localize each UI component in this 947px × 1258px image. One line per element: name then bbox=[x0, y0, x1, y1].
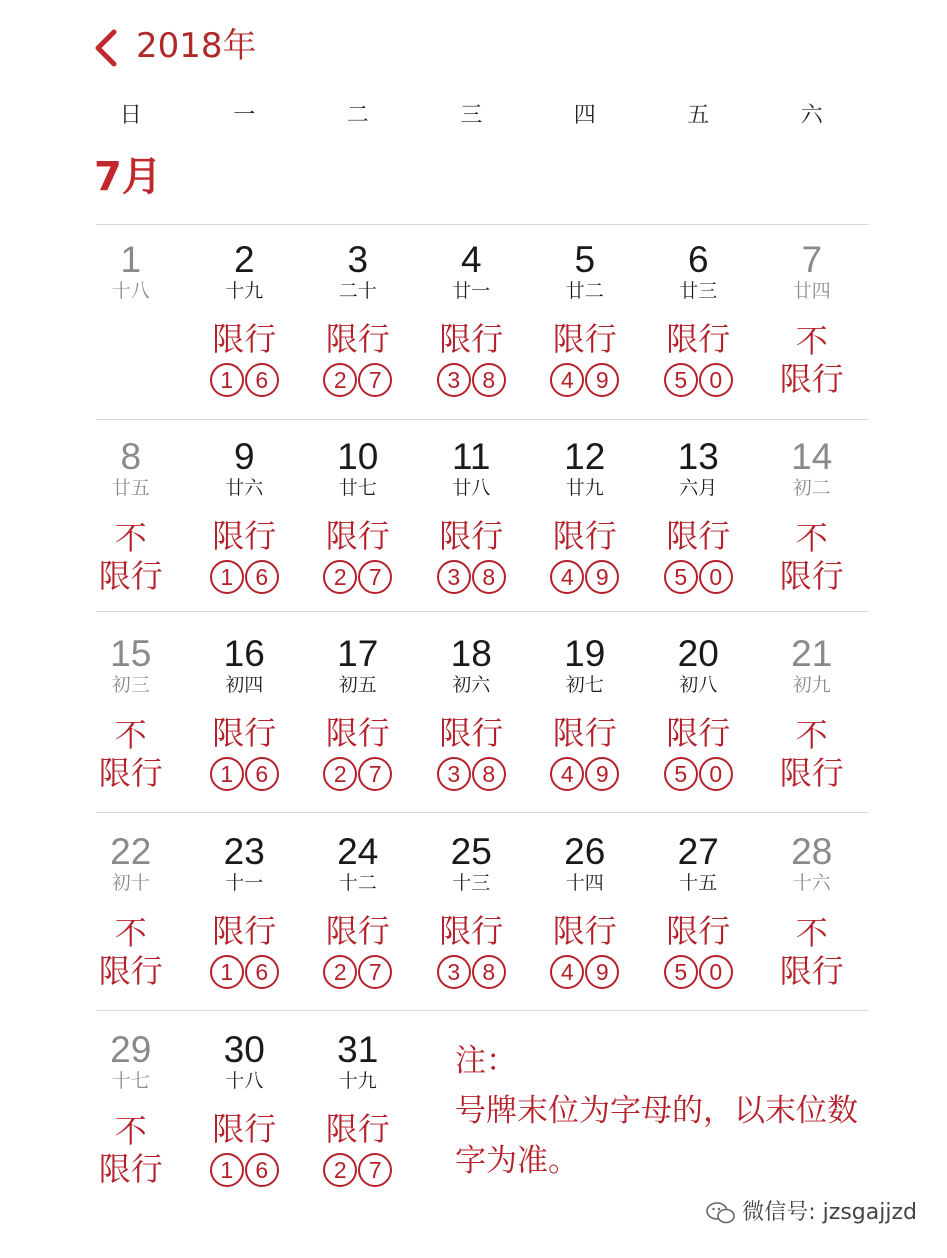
circled-digit: 3 bbox=[437, 560, 471, 594]
restriction-label: 限行 bbox=[439, 517, 504, 555]
circled-digit: 8 bbox=[472, 955, 506, 989]
lunar-date: 十二 bbox=[338, 872, 377, 894]
circled-digit: 9 bbox=[585, 363, 619, 397]
row-divider bbox=[96, 419, 869, 420]
day-cell[interactable] bbox=[301, 818, 415, 1014]
no-restriction-line2: 限行 bbox=[98, 952, 163, 990]
restriction-label: 限行 bbox=[325, 320, 390, 358]
month-title: 7月 bbox=[94, 154, 162, 200]
day-number: 15 bbox=[110, 633, 152, 674]
day-number: 28 bbox=[791, 831, 833, 872]
lunar-date: 十八 bbox=[225, 1070, 264, 1092]
restricted-digits bbox=[415, 363, 529, 399]
no-restriction-line1: 不 bbox=[795, 322, 828, 360]
restriction-label: 限行 bbox=[552, 320, 617, 358]
no-restriction-label bbox=[755, 914, 869, 990]
day-cell[interactable] bbox=[642, 226, 756, 422]
restriction-label: 限行 bbox=[325, 517, 390, 555]
circled-digit: 1 bbox=[210, 955, 244, 989]
day-number: 8 bbox=[120, 436, 142, 477]
day-number: 29 bbox=[110, 1029, 152, 1070]
circled-digit: 6 bbox=[245, 757, 279, 791]
day-cell[interactable] bbox=[74, 226, 188, 422]
day-number: 3 bbox=[347, 239, 369, 280]
circled-digit: 8 bbox=[472, 560, 506, 594]
day-cell[interactable] bbox=[642, 818, 756, 1014]
lunar-date: 十三 bbox=[452, 872, 491, 894]
restricted-digits bbox=[301, 363, 415, 399]
lunar-date: 十五 bbox=[679, 872, 718, 894]
circled-digit: 3 bbox=[437, 955, 471, 989]
restriction-label: 限行 bbox=[439, 320, 504, 358]
day-number: 17 bbox=[337, 633, 379, 674]
lunar-date: 十七 bbox=[111, 1070, 150, 1092]
weekday-label: 五 bbox=[687, 103, 710, 128]
circled-digit: 7 bbox=[358, 363, 392, 397]
no-restriction-label bbox=[74, 716, 188, 792]
circled-digit: 5 bbox=[664, 363, 698, 397]
lunar-date: 十四 bbox=[565, 872, 604, 894]
day-cell[interactable] bbox=[188, 818, 302, 1014]
restriction-label: 限行 bbox=[212, 320, 277, 358]
restricted-digits bbox=[528, 757, 642, 793]
restricted-digits bbox=[528, 560, 642, 596]
circled-digit: 2 bbox=[323, 757, 357, 791]
day-number: 22 bbox=[110, 831, 152, 872]
day-cell[interactable] bbox=[301, 423, 415, 619]
restriction-label: 限行 bbox=[666, 714, 731, 752]
day-number: 23 bbox=[223, 831, 265, 872]
restricted-digits bbox=[301, 560, 415, 596]
circled-digit: 1 bbox=[210, 363, 244, 397]
day-number: 30 bbox=[223, 1029, 265, 1070]
note-text: 号牌末位为字母的，以末位数字为准。 bbox=[455, 1093, 858, 1179]
day-cell[interactable] bbox=[755, 620, 869, 816]
lunar-date: 廿五 bbox=[111, 477, 150, 499]
lunar-date: 廿四 bbox=[792, 280, 831, 302]
day-number: 2 bbox=[233, 239, 255, 280]
circled-digit: 4 bbox=[550, 955, 584, 989]
restricted-digits bbox=[188, 363, 302, 399]
day-cell[interactable] bbox=[642, 620, 756, 816]
note-title: 注： bbox=[455, 1043, 517, 1079]
restriction-label: 限行 bbox=[212, 714, 277, 752]
day-number: 18 bbox=[450, 633, 492, 674]
restricted-digits bbox=[188, 560, 302, 596]
restriction-label: 限行 bbox=[325, 714, 390, 752]
restricted-digits bbox=[188, 955, 302, 991]
day-number: 6 bbox=[687, 239, 709, 280]
lunar-date: 初八 bbox=[679, 674, 718, 696]
day-cell[interactable] bbox=[528, 423, 642, 619]
day-cell[interactable] bbox=[528, 620, 642, 816]
day-cell[interactable] bbox=[74, 1016, 188, 1212]
day-cell[interactable] bbox=[528, 226, 642, 422]
lunar-date: 廿一 bbox=[452, 280, 491, 302]
lunar-date: 十一 bbox=[225, 872, 264, 894]
lunar-date: 廿三 bbox=[679, 280, 718, 302]
day-number: 19 bbox=[564, 633, 606, 674]
restricted-digits bbox=[415, 955, 529, 991]
restricted-digits bbox=[528, 955, 642, 991]
circled-digit: 5 bbox=[664, 560, 698, 594]
lunar-date: 十九 bbox=[225, 280, 264, 302]
restricted-digits bbox=[415, 560, 529, 596]
circled-digit: 6 bbox=[245, 560, 279, 594]
no-restriction-line2: 限行 bbox=[779, 952, 844, 990]
no-restriction-line2: 限行 bbox=[98, 754, 163, 792]
restricted-digits bbox=[301, 955, 415, 991]
no-restriction-line2: 限行 bbox=[98, 557, 163, 595]
no-restriction-line1: 不 bbox=[114, 1112, 147, 1150]
no-restriction-line2: 限行 bbox=[779, 754, 844, 792]
day-cell[interactable] bbox=[188, 1016, 302, 1212]
watermark-text: 微信号: jzsgajjzd bbox=[742, 1200, 917, 1225]
restricted-digits bbox=[642, 757, 756, 793]
circled-digit: 8 bbox=[472, 757, 506, 791]
day-cell[interactable] bbox=[301, 226, 415, 422]
no-restriction-line1: 不 bbox=[795, 519, 828, 557]
circled-digit: 6 bbox=[245, 1153, 279, 1187]
day-number: 4 bbox=[460, 239, 482, 280]
day-cell[interactable] bbox=[74, 620, 188, 816]
day-cell[interactable] bbox=[415, 423, 529, 619]
no-restriction-line1: 不 bbox=[114, 519, 147, 557]
lunar-date: 初七 bbox=[565, 674, 604, 696]
lunar-date: 十八 bbox=[111, 280, 150, 302]
restriction-label: 限行 bbox=[212, 912, 277, 950]
lunar-date: 十六 bbox=[792, 872, 831, 894]
circled-digit: 9 bbox=[585, 757, 619, 791]
circled-digit: 0 bbox=[699, 363, 733, 397]
day-cell[interactable] bbox=[415, 226, 529, 422]
day-number: 9 bbox=[233, 436, 255, 477]
lunar-date: 廿九 bbox=[565, 477, 604, 499]
lunar-date: 初四 bbox=[225, 674, 264, 696]
lunar-date: 初十 bbox=[111, 872, 150, 894]
circled-digit: 1 bbox=[210, 1153, 244, 1187]
day-cell[interactable] bbox=[188, 620, 302, 816]
no-restriction-line1: 不 bbox=[114, 914, 147, 952]
no-restriction-label bbox=[755, 519, 869, 595]
lunar-date: 六月 bbox=[679, 477, 718, 499]
day-number: 20 bbox=[677, 633, 719, 674]
circled-digit: 1 bbox=[210, 560, 244, 594]
lunar-date: 初三 bbox=[111, 674, 150, 696]
day-number: 27 bbox=[677, 831, 719, 872]
day-cell[interactable] bbox=[755, 226, 869, 422]
weekday-label: 日 bbox=[119, 103, 142, 128]
circled-digit: 5 bbox=[664, 757, 698, 791]
year-link[interactable]: 2018年 bbox=[136, 26, 257, 66]
day-cell[interactable] bbox=[301, 1016, 415, 1212]
circled-digit: 0 bbox=[699, 560, 733, 594]
lunar-date: 廿八 bbox=[452, 477, 491, 499]
lunar-date: 初九 bbox=[792, 674, 831, 696]
lunar-date: 廿七 bbox=[338, 477, 377, 499]
restriction-label: 限行 bbox=[666, 320, 731, 358]
lunar-date: 廿二 bbox=[565, 280, 604, 302]
back-chevron-icon[interactable] bbox=[86, 26, 130, 70]
circled-digit: 9 bbox=[585, 955, 619, 989]
row-divider bbox=[96, 812, 869, 813]
weekday-label: 四 bbox=[573, 103, 596, 128]
row-divider bbox=[96, 224, 869, 225]
circled-digit: 9 bbox=[585, 560, 619, 594]
restricted-digits bbox=[642, 955, 756, 991]
weekday-header bbox=[74, 98, 869, 134]
day-cell[interactable] bbox=[415, 620, 529, 816]
weekday-label: 六 bbox=[800, 103, 823, 128]
circled-digit: 6 bbox=[245, 363, 279, 397]
day-number: 13 bbox=[677, 436, 719, 477]
day-number: 7 bbox=[801, 239, 823, 280]
restricted-digits bbox=[188, 757, 302, 793]
circled-digit: 2 bbox=[323, 560, 357, 594]
no-restriction-line2: 限行 bbox=[779, 360, 844, 398]
circled-digit: 7 bbox=[358, 955, 392, 989]
lunar-date: 十九 bbox=[338, 1070, 377, 1092]
day-cell[interactable] bbox=[188, 226, 302, 422]
row-divider bbox=[96, 611, 869, 612]
circled-digit: 8 bbox=[472, 363, 506, 397]
lunar-date: 初五 bbox=[338, 674, 377, 696]
wechat-icon bbox=[706, 1201, 736, 1225]
circled-digit: 2 bbox=[323, 363, 357, 397]
day-number: 16 bbox=[223, 633, 265, 674]
day-cell[interactable] bbox=[301, 620, 415, 816]
day-number: 25 bbox=[450, 831, 492, 872]
day-number: 12 bbox=[564, 436, 606, 477]
lunar-date: 初二 bbox=[792, 477, 831, 499]
lunar-date: 廿六 bbox=[225, 477, 264, 499]
no-restriction-label bbox=[74, 519, 188, 595]
no-restriction-line1: 不 bbox=[114, 716, 147, 754]
day-cell[interactable] bbox=[642, 423, 756, 619]
restricted-digits bbox=[642, 363, 756, 399]
restriction-label: 限行 bbox=[212, 517, 277, 555]
day-number: 31 bbox=[337, 1029, 379, 1070]
note bbox=[455, 1036, 875, 1186]
circled-digit: 3 bbox=[437, 757, 471, 791]
watermark bbox=[706, 1198, 917, 1228]
circled-digit: 4 bbox=[550, 757, 584, 791]
no-restriction-label bbox=[74, 914, 188, 990]
day-cell[interactable] bbox=[528, 818, 642, 1014]
day-number: 14 bbox=[791, 436, 833, 477]
lunar-date: 二十 bbox=[338, 280, 377, 302]
row-divider bbox=[96, 1010, 869, 1011]
day-cell[interactable] bbox=[74, 818, 188, 1014]
restriction-label: 限行 bbox=[666, 912, 731, 950]
circled-digit: 5 bbox=[664, 955, 698, 989]
circled-digit: 4 bbox=[550, 560, 584, 594]
no-restriction-line2: 限行 bbox=[779, 557, 844, 595]
circled-digit: 0 bbox=[699, 955, 733, 989]
restriction-label: 限行 bbox=[552, 714, 617, 752]
no-restriction-label bbox=[755, 322, 869, 398]
lunar-date: 初六 bbox=[452, 674, 491, 696]
restriction-label: 限行 bbox=[212, 1110, 277, 1148]
restricted-digits bbox=[301, 1153, 415, 1189]
no-restriction-label bbox=[755, 716, 869, 792]
no-restriction-line1: 不 bbox=[795, 716, 828, 754]
day-cell[interactable] bbox=[415, 818, 529, 1014]
restriction-label: 限行 bbox=[325, 912, 390, 950]
circled-digit: 6 bbox=[245, 955, 279, 989]
no-restriction-line1: 不 bbox=[795, 914, 828, 952]
day-number: 24 bbox=[337, 831, 379, 872]
restricted-digits bbox=[528, 363, 642, 399]
day-number: 26 bbox=[564, 831, 606, 872]
day-cell[interactable] bbox=[755, 423, 869, 619]
restricted-digits bbox=[642, 560, 756, 596]
day-number: 21 bbox=[791, 633, 833, 674]
circled-digit: 7 bbox=[358, 560, 392, 594]
weekday-label: 一 bbox=[233, 103, 256, 128]
restriction-label: 限行 bbox=[439, 714, 504, 752]
no-restriction-line2: 限行 bbox=[98, 1150, 163, 1188]
restriction-label: 限行 bbox=[325, 1110, 390, 1148]
restriction-label: 限行 bbox=[666, 517, 731, 555]
day-number: 10 bbox=[337, 436, 379, 477]
day-cell[interactable] bbox=[74, 423, 188, 619]
day-cell[interactable] bbox=[188, 423, 302, 619]
restriction-label: 限行 bbox=[439, 912, 504, 950]
circled-digit: 4 bbox=[550, 363, 584, 397]
circled-digit: 2 bbox=[323, 1153, 357, 1187]
restricted-digits bbox=[188, 1153, 302, 1189]
restricted-digits bbox=[415, 757, 529, 793]
weekday-label: 三 bbox=[460, 103, 483, 128]
restriction-label: 限行 bbox=[552, 517, 617, 555]
circled-digit: 0 bbox=[699, 757, 733, 791]
circled-digit: 7 bbox=[358, 1153, 392, 1187]
circled-digit: 1 bbox=[210, 757, 244, 791]
day-number: 1 bbox=[120, 239, 142, 280]
circled-digit: 7 bbox=[358, 757, 392, 791]
day-number: 5 bbox=[574, 239, 596, 280]
circled-digit: 3 bbox=[437, 363, 471, 397]
restricted-digits bbox=[301, 757, 415, 793]
day-number: 11 bbox=[452, 436, 491, 477]
weekday-label: 二 bbox=[346, 103, 369, 128]
day-cell[interactable] bbox=[755, 818, 869, 1014]
restriction-label: 限行 bbox=[552, 912, 617, 950]
no-restriction-label bbox=[74, 1112, 188, 1188]
circled-digit: 2 bbox=[323, 955, 357, 989]
